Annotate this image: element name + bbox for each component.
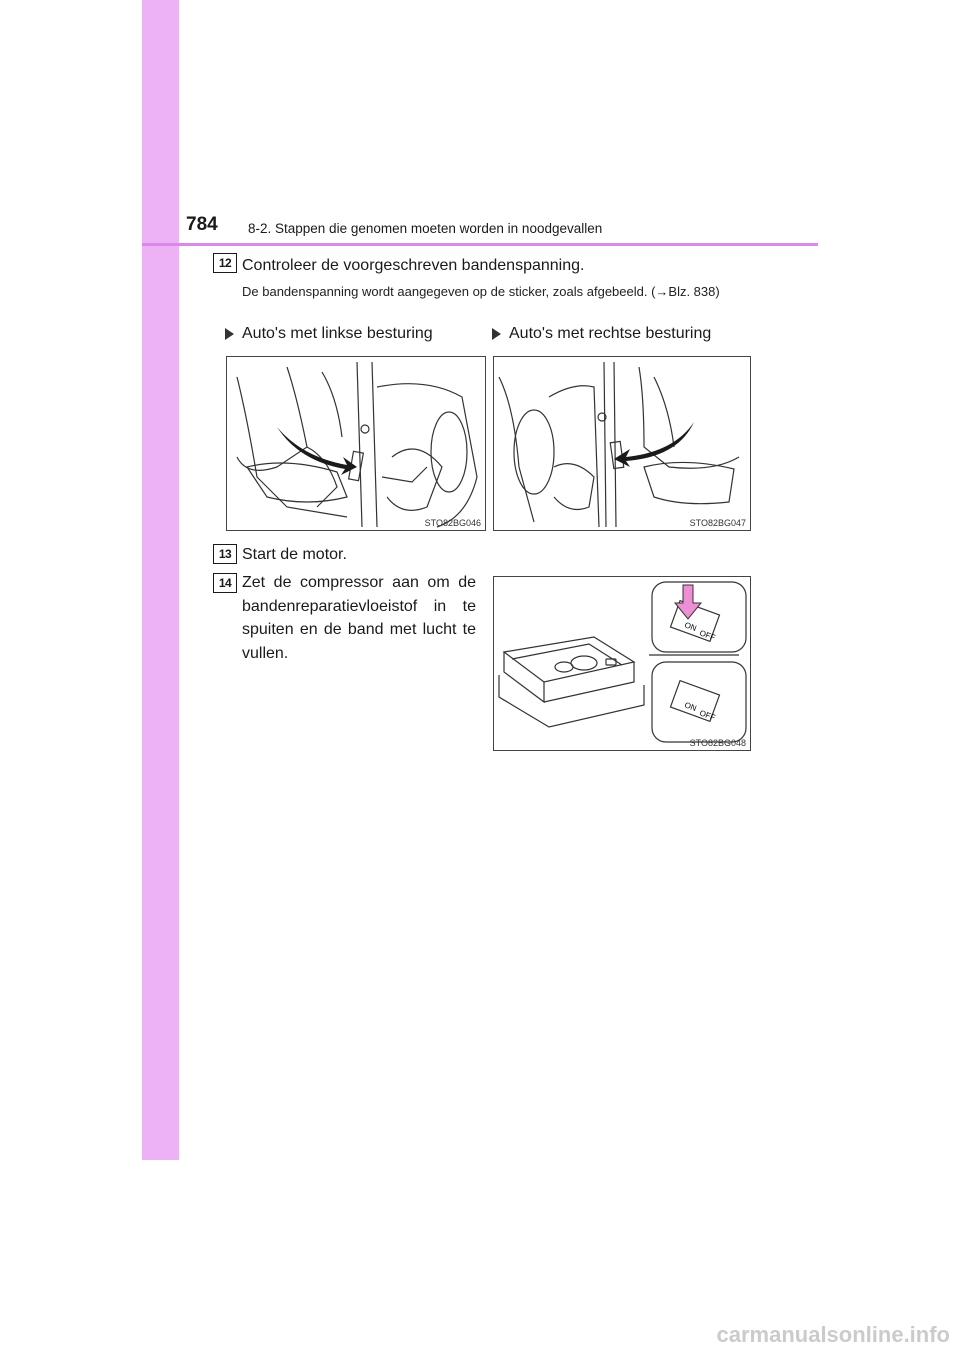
switch-off-label: OFF (698, 628, 717, 643)
door-pillar-illustration-rhd (494, 357, 751, 531)
figure-caption-left-hand-drive (225, 325, 433, 343)
figure-compressor-switch (493, 576, 751, 751)
door-pillar-illustration-lhd (227, 357, 486, 531)
switch-off-label: OFF (698, 708, 717, 723)
figure-code: STO82BG046 (424, 518, 481, 528)
step-badge-12: 12 (213, 253, 237, 273)
compressor-illustration (494, 577, 751, 751)
step-badge-14: 14 (213, 573, 237, 593)
figure-door-sticker-rhd (493, 356, 751, 531)
step-text-12: Controleer de voorgeschreven bandenspanning. (242, 257, 585, 274)
watermark-text: carmanualsonline.info (716, 1322, 950, 1347)
page-number: 784 (186, 214, 218, 235)
figure-caption-right-hand-drive (492, 325, 711, 343)
figure-code: STO82BG047 (689, 518, 746, 528)
figure-caption-text: Auto's met rechtse besturing (509, 325, 712, 342)
step-text-13: Start de motor. (242, 546, 347, 563)
bullet-triangle-icon (225, 328, 234, 340)
bullet-triangle-icon (492, 328, 501, 340)
switch-on-label: ON (683, 700, 698, 713)
step-badge-13: 13 (213, 544, 237, 564)
chapter-sidebar (142, 0, 179, 1160)
step-text-14: Zet de compressor aan om de bandenreparatievloeistof in te spuiten en de band met lucht te vullen. (242, 574, 476, 662)
pressure-note: De bandenspanning wordt aangegeven op de sticker, zoals afgebeeld. (→Blz. 838) (242, 284, 720, 299)
switch-on-label: ON (683, 620, 698, 633)
figure-door-sticker-lhd (226, 356, 486, 531)
header-divider (142, 243, 818, 246)
figure-code: STO82BG048 (689, 738, 746, 748)
figure-caption-text: Auto's met linkse besturing (242, 325, 433, 342)
section-title: 8-2. Stappen die genomen moeten worden in noodgevallen (248, 221, 603, 236)
